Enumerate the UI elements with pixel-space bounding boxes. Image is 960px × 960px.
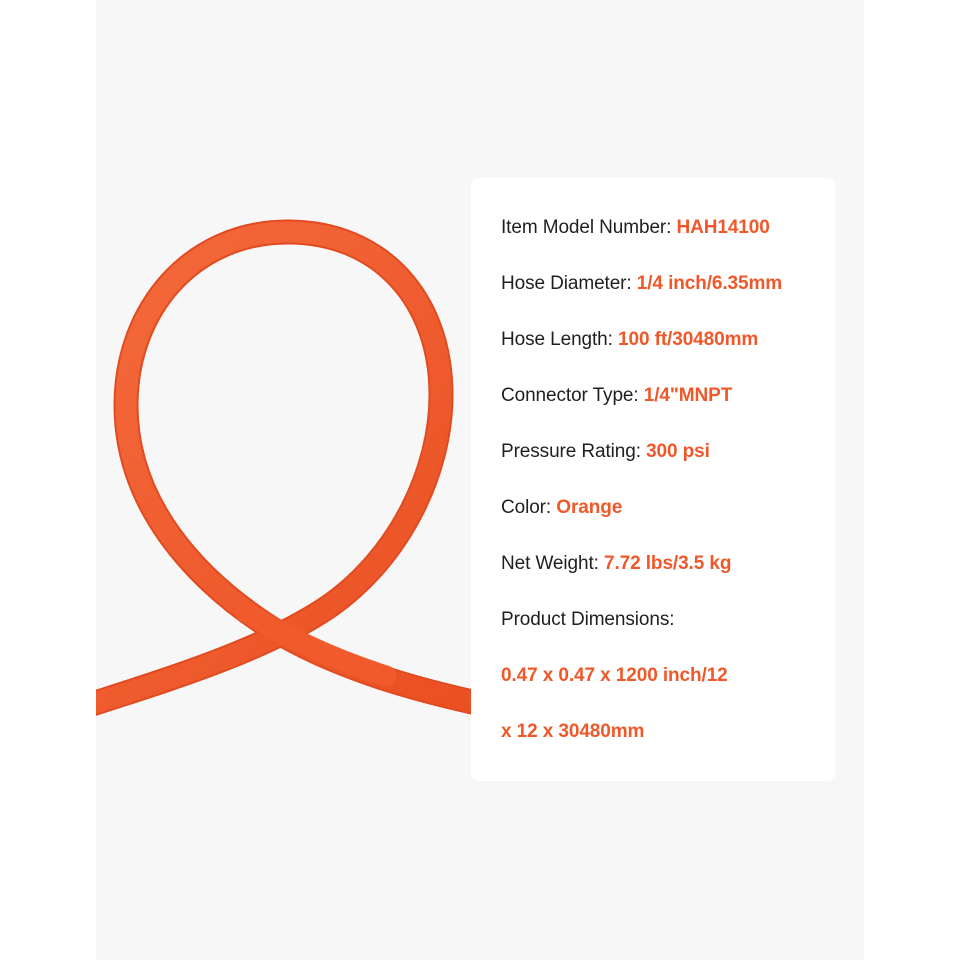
spec-dimensions-value-line2	[501, 720, 644, 744]
spec-model-number	[501, 216, 770, 240]
spec-hose-diameter	[501, 272, 782, 296]
spec-dimensions-label	[501, 608, 674, 632]
spec-value: HAH14100	[676, 217, 770, 238]
spec-label: Item Model Number:	[501, 217, 677, 238]
spec-card	[471, 178, 835, 781]
spec-color	[501, 496, 622, 520]
spec-label: Pressure Rating:	[501, 441, 647, 462]
spec-label: Hose Length:	[501, 329, 619, 350]
spec-label: Product Dimensions:	[501, 609, 675, 630]
spec-net-weight	[501, 552, 731, 576]
spec-label: Connector Type:	[501, 385, 644, 406]
spec-value: 100 ft/30480mm	[618, 329, 759, 350]
spec-value: 300 psi	[646, 441, 710, 462]
spec-label: Net Weight:	[501, 553, 604, 574]
spec-value: Orange	[556, 497, 623, 518]
spec-value: 0.47 x 0.47 x 1200 inch/12	[501, 665, 728, 686]
spec-pressure-rating	[501, 440, 710, 464]
spec-hose-length	[501, 328, 758, 352]
spec-connector-type	[501, 384, 732, 408]
spec-value: 1/4"MNPT	[643, 385, 733, 406]
spec-value: 7.72 lbs/3.5 kg	[604, 553, 732, 574]
spec-label: Hose Diameter:	[501, 273, 637, 294]
spec-value: x 12 x 30480mm	[501, 721, 645, 742]
spec-dimensions-value-line1	[501, 664, 728, 688]
product-panel	[96, 0, 864, 960]
spec-value: 1/4 inch/6.35mm	[636, 273, 783, 294]
spec-label: Color:	[501, 497, 557, 518]
